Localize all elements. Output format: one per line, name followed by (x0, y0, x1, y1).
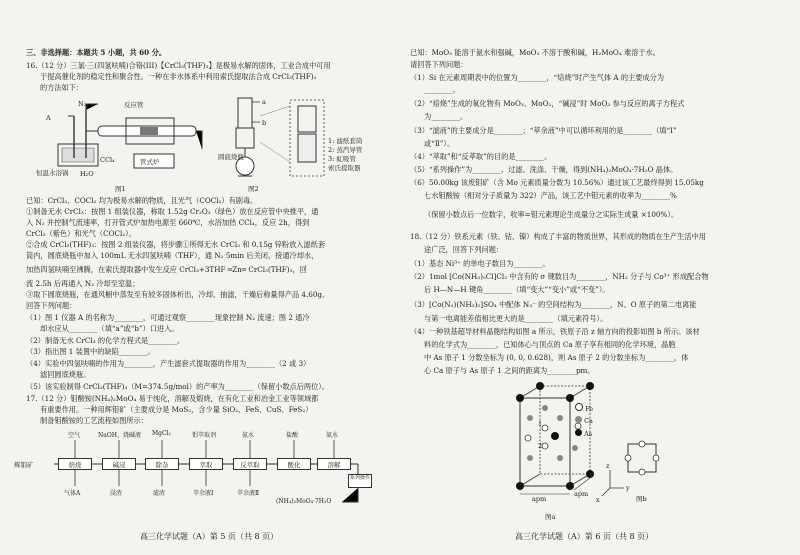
flow-product: (NH₄)₂MoO₄·7H₂O (276, 498, 332, 505)
flow-step-alkali-leach: 碱浸 (102, 458, 136, 470)
flow-series-ops: 系列操作 (348, 474, 372, 488)
figa-dim-a2: apm (574, 490, 589, 498)
flow-top-reagent: 盐酸 (286, 432, 299, 439)
process-flowchart (14, 428, 394, 512)
q16-step: ③取下圆底烧瓶，在通风橱中蒸发至有较多固体析出，冷却、抽滤，干燥后称量得产品 4.60g。 (26, 290, 330, 299)
flow-step-roast: 焙烧 (58, 458, 92, 470)
q16-step: 加热四氢呋喃至沸腾，在索氏提取器中发生反应 CrCl₃+3THF ═Zn═ CrCl₃(THF)₃，回 (26, 265, 307, 274)
q16-step: 筒内，圆底烧瓶中加入 100mL 无水四氢呋喃（THF），通 N₂ 5min 后关闭，接通冷却水， (26, 251, 319, 260)
fig1-caption: 图1 (115, 185, 126, 193)
q17-subq: （3）“滤液”的主要成分是________；“萃余液”中可以循环利用的是________（填“Ⅰ” (410, 126, 677, 135)
legend-fe-label: Fe (585, 405, 594, 413)
footer-page-6: 高三化学试题（A）第 6 页（共 8 页） (515, 532, 654, 541)
q18-subq: （4）一种铁基超导材料晶胞结构如图 a 所示，铁原子沿 z 轴方向的投影如图 b 所示。该材 (410, 327, 700, 336)
flow-byproduct: 气体A (64, 490, 81, 497)
q17-given: 已知：MoO₃ 能溶于氨水和强碱，MoO₂ 不溶于酸和碱，H₂MoO₄ 难溶于水。 (410, 48, 660, 57)
q18-subq: 中 As 原子 1 分数坐标为 (0, 0, 0.628)，则 As 原子 2 的分数坐标为________，体 (424, 353, 689, 362)
q16-given: 已知：CrCl₃、COCl₂ 均为极易水解的物质，且光气（COCl₂）有剧毒。 (26, 196, 258, 205)
q18-subq: （2）1mol [Co(NH₃)₅Cl]Cl₂ 中含有的 σ 键数目为________，NH₃ 分子与 Co³⁺ 形成配合物 (410, 272, 709, 281)
fig2-legend-4: 索氏提取器 (328, 164, 361, 172)
unit-cell-drawing (500, 378, 640, 508)
q18-subq: 料的化学式为________，已知体心与顶点的 Ca 原子享有相同的化学环境，晶胞 (424, 340, 676, 349)
q17-subq: （4）“萃取”和“反萃取”的目的是________。 (410, 152, 552, 161)
fig2-label-flask: 圆底烧瓶 (218, 153, 244, 161)
fig1-label-ccl4: CCl₄ (100, 156, 115, 164)
q18-subq: 心 Ca 原子与 As 原子 1 之间的距离为________pm。 (424, 366, 595, 375)
q16-step: CrCl₃（紫色）和光气（COCl₂）。 (26, 229, 136, 238)
projection-drawing (622, 438, 662, 478)
legend-ca (575, 416, 593, 425)
footer-page-5: 高三化学试题（A）第 5 页（共 8 页） (140, 532, 279, 541)
figure-1 (36, 96, 206, 181)
fig2-caption: 图2 (248, 185, 259, 193)
flow-top-reagent: 氨水 (326, 432, 339, 439)
flow-byproduct: 滤渣 (153, 490, 166, 497)
flow-step-extract: 萃取 (189, 458, 223, 470)
flow-start: 辉钼矿 (14, 461, 34, 469)
fig2-legend-1: 1: 滤纸套筒 (328, 137, 363, 145)
q18-line: 途广泛，回答下列问题： (424, 245, 504, 254)
flow-top-reagent: NaOH、烧碱液 (98, 432, 141, 439)
fig2-legend-3: 3: 虹吸管 (328, 155, 356, 163)
q18-subq: 后 H—N—H 键角________（填“变大”“变小”或“不变”）。 (424, 285, 610, 294)
q16-line: 的方法如下： (40, 83, 84, 92)
q17-line: 制备钼酸铵的工艺流程如图所示： (40, 416, 148, 425)
fig1-label-furnace: 管式炉 (140, 158, 160, 166)
q18-subq: （3）[Co(N₃)(NH₃)₅]SO₄ 中配体 N₃⁻ 的空间结构为________，N、O 原子的第二电离能 (410, 300, 697, 309)
q16-step: 入 N₂ 并控制气流速率，打开管式炉加热电源至 660℃，水浴加热 CCl₄，反应 2h，得到 (26, 218, 310, 227)
figa-axis-y: y (626, 484, 630, 492)
flow-step-dissolve: 溶解 (317, 458, 351, 470)
fig1-label-reactor: 反应管 (124, 101, 144, 109)
q16-subq: （1）图 1 仪器 A 的名称为________，可通过观察________现象控制 N₂ 流速；图 2 通冷 (26, 313, 310, 322)
flow-step-acidify: 酸化 (277, 458, 311, 470)
q18-subq: （1）基态 Ni³⁺ 的单电子数目为________。 (410, 259, 550, 268)
q17-subq: （保留小数点后一位数字，收率=钼元素理论生成量分之实际生成量 ×100%）。 (424, 210, 679, 219)
q17-subq: ________。 (424, 85, 460, 94)
legend-as (575, 429, 592, 438)
figa-caption: 图a (545, 513, 556, 521)
figa-label-1: 1 (538, 420, 543, 428)
q16-line: 于提高催化剂的稳定性和聚合性。一种在非水体系中利用索氏提取法合成 CrCl₃(THF)₃ (40, 72, 317, 81)
legend-ca-label: Ca (584, 417, 593, 425)
figa-axis-z: z (606, 462, 610, 470)
q16-prompt: 回答下列问题： (26, 301, 77, 310)
flow-step-purify: 除杂 (145, 458, 179, 470)
section-heading: 三、非选择题：本题共 5 小题，共 60 分。 (26, 48, 167, 57)
q16-subq: （4）实验中四氢呋喃的作用为________，产生滤套式提取器的作用为________（2 或 3） (26, 359, 311, 368)
flow-top-reagent: 钼萃取剂 (192, 432, 217, 439)
right-page (400, 0, 800, 555)
fig1-label-n2: N₂ (78, 100, 87, 108)
flow-step-back-extract: 反萃取 (233, 458, 267, 470)
q16-subq: 滤回圆底烧瓶。 (40, 370, 91, 379)
q17-prompt: 请回答下列问题： (410, 60, 468, 69)
q16-subq: 却水应从________（填“a”或“b”）口进入。 (40, 324, 179, 333)
q17-subq: （5）“系列操作”为________、过滤、洗涤、干燥，得到(NH₄)₂MoO₄·7H₂O 晶体。 (410, 165, 678, 174)
q17-subq: （6）50.00kg 该废钼矿（含 Mo 元素质量分数为 10.56%）通过该工艺最终得到 15.05kg (410, 178, 704, 187)
q16-subq: （2）制备无水 CrCl₃ 的化学方程式是________。 (26, 336, 185, 345)
figa-dim-a1: apm (532, 495, 547, 503)
flow-byproduct: 萃余液Ⅰ (193, 490, 214, 497)
fig1-label-a: A (46, 114, 51, 122)
q16-line: 16.（12 分）三氯·三(四氢呋喃)合铬(III)【CrCl₃(THF)₃】是极易水解的固体，工业合成中可用 (26, 61, 331, 70)
q17-line: 有重要作用。一种用辉钼矿（主要成分是 MoS₂，含少量 SiO₂、FeS、CuS、FeS₂） (40, 405, 313, 414)
q16-step: ②合成 CrCl₃(THF)₃：按图 2 组装仪器，将步骤①所得无水 CrCl₃ 和 0.15g 锌粉放入滤纸套 (26, 240, 326, 249)
fig2-legend-2: 2: 蒸汽导管 (328, 146, 363, 154)
flow-byproduct: 萃余液Ⅱ (237, 490, 260, 497)
figb-caption: 图b (636, 495, 647, 503)
apparatus-2-drawing (218, 92, 388, 184)
q16-step: ①制备无水 CrCl₃：按图 1 组装仪器，称取 1.52g Cr₂O₃（绿色）放在反应管中央推平，通 (26, 207, 319, 216)
legend-as-label: As (584, 430, 593, 438)
figa-label-2: 2 (538, 442, 543, 450)
fig2-label-a: a (262, 98, 266, 106)
q17-subq: 为________。 (424, 112, 468, 121)
q18-line: 18.（12 分）铁系元素（铁、钴、镍）构成了丰富的物质世界，其形成的物质在生产生活中用 (410, 232, 706, 241)
figure-2 (218, 92, 388, 184)
q16-subq: （3）指出图 1 装置中的缺陷________。 (26, 347, 155, 356)
fig1-label-h2o: H₂O (80, 170, 94, 178)
figa-axis-x: x (596, 496, 600, 504)
flow-top-reagent: MgCl₂ (152, 430, 171, 437)
figure-a-unit-cell (500, 378, 640, 508)
fig1-label-bath: 恒温水浴锅 (36, 169, 69, 177)
q16-step: 流 2.5h 后再通入 N₂ 冷却至室温； (26, 279, 140, 288)
q17-subq: 或“Ⅱ”）。 (424, 139, 455, 148)
flow-byproduct: 浸渣 (110, 490, 123, 497)
q16-subq: （5）该实验制得 CrCl₃(THF)₃（M=374.5g/mol）的产率为________（保留小数点后两位）。 (26, 382, 330, 391)
fig2-label-b: b (262, 119, 267, 127)
q17-subq: （1）Si 在元素周期表中的位置为________，“焙烧”时产生气体 A 的主要成分为 (410, 73, 665, 82)
q18-subq: 与第一电离能差值相比更大的是________（填元素符号）。 (424, 314, 608, 323)
q17-subq: 七水钼酸铵（相对分子质量为 322）产品，该工艺中钼元素的收率为________% (424, 191, 677, 200)
q17-subq: （2）“焙烧”生成的氧化物有 MoO₃、MoO₂，“碱浸”时 MoO₃ 参与反应的离子方程式 (410, 99, 685, 108)
q17-line: 17.（12 分）钼酸铵(NH₄)₂MoO₄ 易于纯化，溶解及煅烧，在有化工业和冶金工业等领域都 (26, 394, 319, 403)
figure-b-projection (622, 438, 662, 478)
flow-top-reagent: 空气 (68, 432, 81, 439)
legend-fe (575, 403, 593, 413)
flow-top-reagent: 氨水 (242, 432, 255, 439)
